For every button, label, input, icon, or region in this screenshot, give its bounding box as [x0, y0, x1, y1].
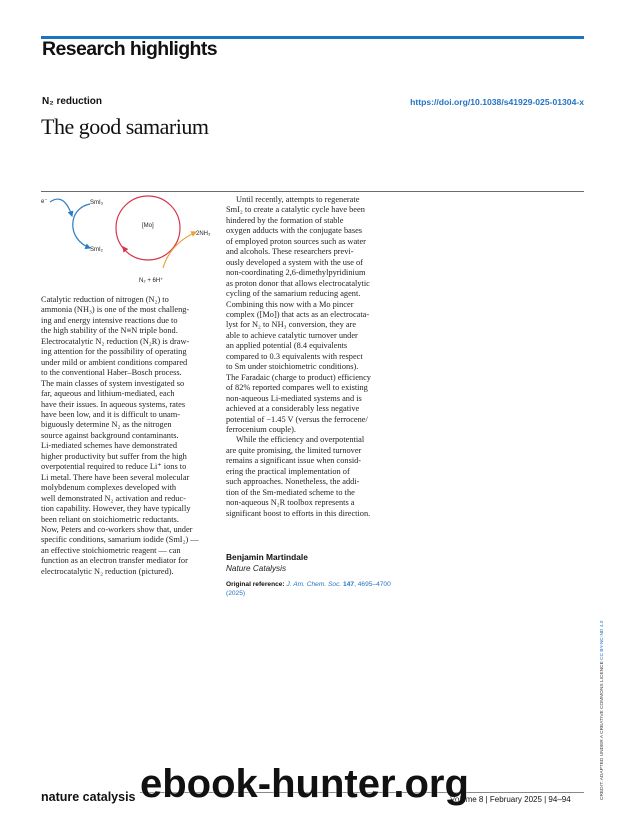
text-line: hindered by the formation of stable — [226, 215, 344, 225]
mo-label: [Mo] — [142, 223, 154, 229]
n2-label: N₂ + 6H⁺ — [139, 278, 164, 284]
text-line: Electrocatalytic N₂ reduction (N₂R) is draw- — [41, 336, 190, 346]
text-line: ering the practical implementation of — [226, 466, 350, 476]
text-line: specific conditions, samarium iodide (SmI₂) — — [41, 535, 199, 545]
text-line: The main classes of system investigated so — [41, 378, 185, 388]
text-line: the high stability of the N≡N triple bond. — [41, 326, 178, 336]
text-line: and alcohols. These researchers previ- — [226, 247, 354, 257]
text-line: under mild or ambient conditions compared — [41, 357, 188, 367]
text-line: complex ([Mo]) that acts as an electrocata- — [226, 309, 370, 319]
text-line: cycling of the samarium reducing agent. — [226, 289, 361, 299]
text-line: far, aqueous and lithium-mediated, each — [41, 389, 175, 399]
smi-cycle-arc — [73, 204, 90, 248]
reaction-scheme-figure — [38, 194, 224, 289]
smi2-label: SmI₂ — [90, 247, 103, 253]
n2-to-nh3-arrow — [163, 232, 196, 268]
text-line: Now, Peters and co-workers show that, under — [41, 524, 193, 534]
author-name: Benjamin Martindale — [226, 552, 308, 562]
text-line: an applied potential (8.4 equivalents — [226, 341, 348, 351]
paragraph-2 — [226, 435, 396, 519]
text-line: significant boost to efforts in this direction. — [226, 508, 371, 518]
text-line: are quite promising, the limited turnover — [226, 445, 362, 455]
author-affiliation: Nature Catalysis — [226, 564, 287, 573]
reference-pages: 4695–4700 — [357, 581, 391, 588]
reference-year: (2025) — [226, 590, 246, 597]
text-line: lyst for N₂ to NH₃ conversion, they are — [226, 320, 357, 330]
watermark-text: ebook-hunter.org — [140, 762, 469, 806]
credit-license: CC BY-NC-ND 4.0 — [600, 620, 605, 660]
footer-journal-name: nature catalysis — [41, 790, 140, 804]
text-line: able to achieve catalytic turnover under — [226, 330, 358, 340]
text-line: tion capability. However, they have typically — [41, 504, 191, 514]
text-line: non-aqueous N₂R toolbox represents a — [226, 498, 355, 508]
text-line: achieved at a considerably less negative — [226, 404, 360, 414]
text-line: ing attention for the possibility of operating — [41, 347, 187, 357]
credit-text: CREDIT: ADAPTED UNDER A CREATIVE COMMONS LICENCE — [600, 661, 605, 800]
text-line: higher productivity but suffer from the high — [41, 451, 187, 461]
text-line: of employed proton sources such as water — [226, 236, 366, 246]
electron-arrow — [50, 199, 72, 216]
text-line: ously developed a system with the use of — [226, 257, 363, 267]
text-line: electrocatalytic N₂ reduction (pictured). — [41, 566, 174, 576]
text-line: Until recently, attempts to regenerate — [236, 195, 360, 204]
text-line: SmI₂ to create a catalytic cycle have been — [226, 205, 365, 215]
header-title: Research highlights — [42, 38, 217, 60]
section-label: N₂ reduction — [42, 96, 102, 107]
text-line: oxygen adducts with the conjugate bases — [226, 226, 363, 236]
paragraph-1 — [226, 195, 396, 435]
text-line: have been low, and it is difficult to unam- — [41, 409, 181, 419]
text-line: remains a significant issue when consid- — [226, 456, 362, 466]
text-line: overpotential required to reduce Li⁺ ions to — [41, 462, 187, 472]
reference-journal: J. Am. Chem. Soc. — [286, 581, 342, 588]
smi3-label: SmI₃ — [90, 200, 104, 206]
text-line: non-aqueous Li-mediated systems and is — [226, 393, 362, 403]
reference-link[interactable]: J. Am. Chem. Soc. 147, 4695–4700 (2025) — [226, 581, 391, 597]
text-line: biguously determine N₂ as the nitrogen — [41, 420, 172, 430]
text-line: to Sm under stoichiometric conditions). — [226, 362, 359, 372]
text-line: Li-mediated schemes have demonstrated — [41, 441, 177, 451]
text-line: ing and energy intensive reactions due to — [41, 315, 178, 325]
text-line: While the efficiency and overpotential — [236, 435, 365, 445]
title-divider — [41, 191, 584, 192]
article-title: The good samarium — [41, 114, 209, 139]
text-line: potential of −1.45 V (versus the ferrocene/ — [226, 414, 368, 424]
text-line: ammonia (NH₃) is one of the most challeng- — [41, 305, 190, 315]
text-line: The Faradaic (charge to product) efficiency — [226, 372, 371, 382]
text-line: such approaches. Nonetheless, the addi- — [226, 477, 360, 487]
text-line: of 82% reported compares well to existing — [226, 383, 368, 393]
text-line: Li metal. There have been several molecular — [41, 472, 190, 482]
text-line: Catalytic reduction of nitrogen (N₂) to — [41, 295, 169, 304]
text-line: compared to 0.3 equivalents with respect — [226, 351, 363, 361]
right-column-text — [226, 195, 396, 519]
nh3-label: 2NH₃ — [196, 231, 211, 237]
left-column-text — [41, 295, 223, 577]
text-line: an effective stoichiometric reagent — can — [41, 545, 181, 555]
text-line: function as an electron transfer mediator for — [41, 556, 188, 566]
electron-label: e⁻ — [41, 199, 48, 205]
text-line: source against background contaminants. — [41, 430, 179, 440]
reference-volume: 147 — [343, 581, 355, 588]
text-line: have their issues. In aqueous systems, rates — [41, 399, 186, 409]
text-line: non-coordinating 2,6-dimethylpyridinium — [226, 268, 366, 278]
text-line: been reliant on stoichiometric reductants. — [41, 514, 179, 524]
text-line: well demonstrated N₂ activation and reduc- — [41, 493, 186, 503]
image-credit — [600, 621, 605, 800]
reference-label: Original reference: — [226, 581, 285, 588]
footer-volume-info: Volume 8 | February 2025 | 94–94 — [450, 795, 571, 804]
original-reference — [226, 580, 416, 598]
text-line: Combining this now with a Mo pincer — [226, 299, 354, 309]
text-line: ferrocenium couple). — [226, 424, 296, 434]
text-line: molybdenum complexes developed with — [41, 483, 177, 493]
doi-link[interactable]: https://doi.org/10.1038/s41929-025-01304-x — [410, 97, 584, 107]
text-line: tion of the Sm-mediated scheme to the — [226, 487, 355, 497]
text-line: to the conventional Haber–Bosch process. — [41, 368, 182, 378]
text-line: as proton donor that allows electrocatalytic — [226, 278, 370, 288]
